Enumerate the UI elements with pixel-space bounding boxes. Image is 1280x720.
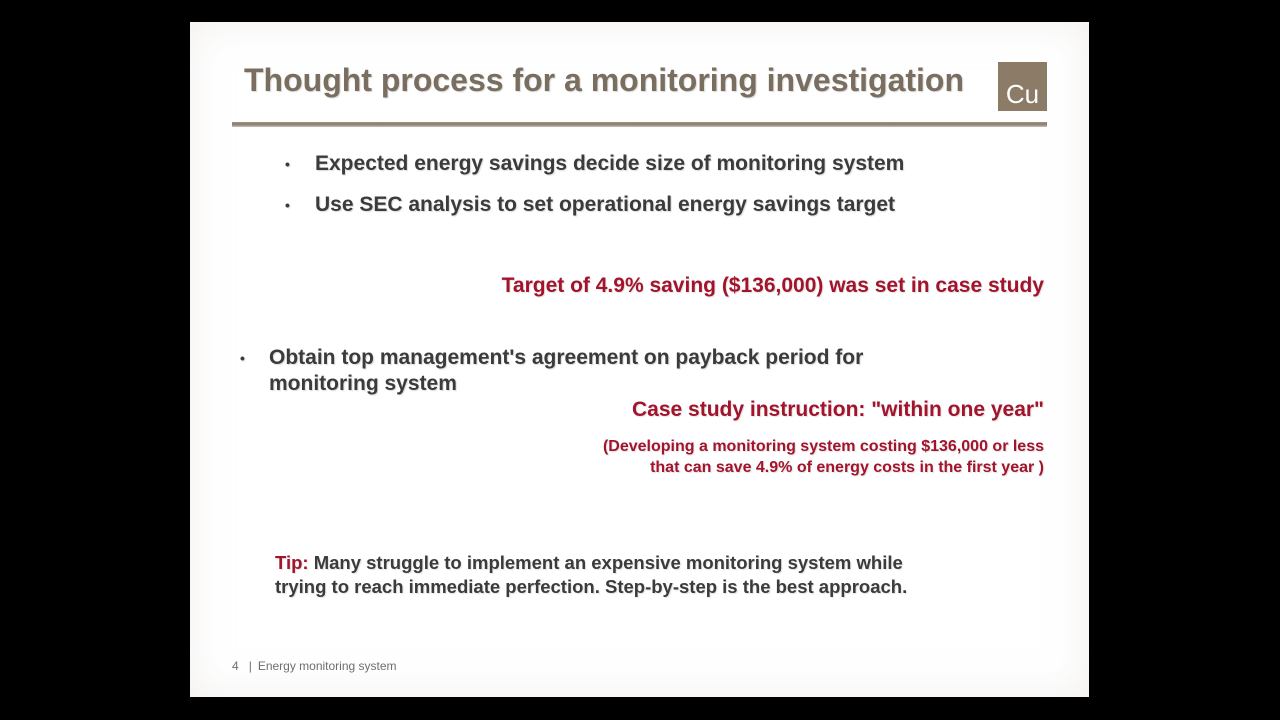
cu-logo: Cu [998,62,1047,111]
bullet-text-line-2: monitoring system [269,372,457,395]
bullet-text-line-1: Obtain top management's agreement on payback period for [269,346,864,369]
development-note [603,436,1044,478]
footer-separator: | [248,659,252,673]
bullet-dot-icon: • [240,350,245,366]
development-note-line-2: that can save 4.9% of energy costs in the first year ) [650,459,1044,476]
bullet-item [285,192,895,218]
bullet-item [285,151,904,177]
tip-box [275,551,1055,599]
title-divider [232,122,1047,127]
target-note: Target of 4.9% saving ($136,000) was set in case study [501,274,1044,297]
tip-line-1: Many struggle to implement an expensive monitoring system while [313,552,903,573]
bullet-dot-icon: • [285,197,290,213]
slide-title: Thought process for a monitoring investigation [244,62,965,98]
slide [190,22,1089,697]
slide-footer [232,659,397,673]
case-study-instruction: Case study instruction: "within one year" [632,398,1044,421]
footer-text: Energy monitoring system [257,659,397,673]
development-note-line-1: (Developing a monitoring system costing $136,000 or less [602,438,1044,455]
bullet-dot-icon: • [285,156,290,172]
bullet-item [240,345,1000,397]
tip-label: Tip: [275,552,309,573]
page-number: 4 [232,659,239,673]
tip-line-2: trying to reach immediate perfection. Step-by-step is the best approach. [275,576,908,597]
bullet-text: Expected energy savings decide size of monitoring system [315,152,905,175]
bullet-text: Use SEC analysis to set operational energy savings target [315,193,896,216]
